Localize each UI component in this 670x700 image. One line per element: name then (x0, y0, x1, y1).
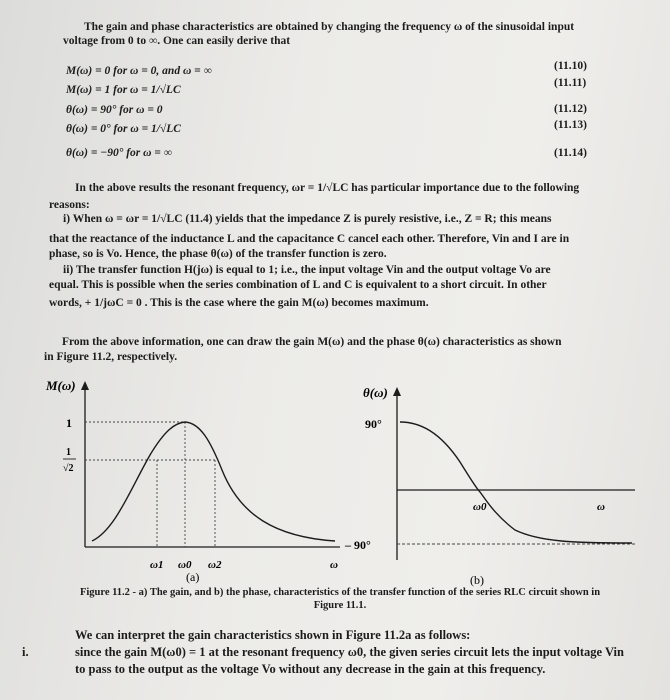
reason-1-line-1: i) When ω = ωr = 1/√LC (11.4) yields that the impedance Z is purely resistive, i.e., Z = R; this means (63, 213, 552, 225)
gain-axis-label: M(ω) (46, 378, 76, 393)
interpret-item-line-1: since the gain M(ω0) = 1 at the resonant frequency ω0, the given series circuit lets the input voltage Vin (75, 645, 624, 659)
gain-curve (92, 422, 335, 541)
gain-omega0-label: ω0 (178, 559, 192, 571)
subfigure-b-label: (b) (470, 573, 484, 587)
gain-tick-half-num: 1 (66, 447, 71, 458)
phase-tick-90: 90° (365, 417, 382, 431)
intro-line-1: The gain and phase characteristics are obtained by changing the frequency ω of the sinusoidal input (84, 21, 575, 33)
equation-number-11-13: (11.13) (554, 119, 587, 131)
phase-axis-label: θ(ω) (363, 385, 388, 400)
gain-y-arrow (81, 381, 89, 390)
fromabove-line-2: in Figure 11.2, respectively. (44, 351, 178, 363)
phase-tick-m90: – 90° (345, 538, 371, 552)
figure-caption-line-1: Figure 11.2 - a) The gain, and b) the phase, characteristics of the transfer function of the series RLC circuit shown in (79, 587, 601, 598)
equation-11-10: M(ω) = 0 for ω = 0, and ω = ∞ (66, 65, 212, 77)
equation-number-11-14: (11.14) (554, 147, 587, 159)
resonant-line-1: In the above results the resonant frequency, ωr = 1/√LC has particular importance due to the following (75, 182, 580, 194)
gain-plot (45, 378, 340, 584)
phase-y-arrow (393, 387, 401, 396)
reason-2-line-2: equal. This is possible when the series combination of L and C is equivalent to a short circuit. In other (49, 279, 547, 291)
reason-1-line-2: that the reactance of the inductance L and the capacitance C cancel each other. Therefore, Vin and I are in (49, 233, 570, 245)
phase-curve (400, 422, 632, 543)
subfigure-a-label: (a) (186, 570, 200, 584)
reason-2-line-3: words, + 1/jωC = 0 . This is the case where the gain M(ω) becomes maximum. (49, 297, 429, 309)
interpret-item-line-2: to pass to the output as the voltage Vo without any decrease in the gain at this frequency. (75, 662, 546, 676)
reason-2-line-1: ii) The transfer function H(jω) is equal to 1; i.e., the input voltage Vin and the output voltage Vo are (63, 264, 551, 276)
fromabove-line-1: From the above information, one can draw the gain M(ω) and the phase θ(ω) characteristics as shown (62, 336, 562, 348)
interpret-item-marker: i. (22, 645, 29, 659)
equation-number-11-10: (11.10) (554, 60, 587, 72)
equation-number-11-11: (11.11) (554, 77, 587, 89)
gain-tick-1: 1 (66, 416, 72, 430)
gain-omega1-label: ω1 (150, 559, 164, 571)
equation-11-12: θ(ω) = 90° for ω = 0 (66, 104, 163, 116)
gain-tick-half-den: √2 (63, 463, 74, 474)
figure-caption-line-2: Figure 11.1. (313, 600, 367, 611)
intro-line-2: voltage from 0 to ∞. One can easily derive that (63, 35, 291, 47)
phase-x-label: ω (597, 501, 605, 513)
gain-omega2-label: ω2 (208, 559, 222, 571)
phase-plot (344, 385, 635, 587)
equation-number-11-12: (11.12) (554, 103, 587, 115)
equation-11-11: M(ω) = 1 for ω = 1/√LC (66, 84, 181, 96)
equation-11-13: θ(ω) = 0° for ω = 1/√LC (66, 123, 181, 135)
gain-x-label: ω (330, 559, 338, 571)
equation-11-14: θ(ω) = −90° for ω = ∞ (66, 147, 172, 159)
interpret-line-1: We can interpret the gain characteristics shown in Figure 11.2a as follows: (75, 628, 471, 642)
phase-omega0-label: ω0 (473, 501, 487, 513)
reason-1-line-3: phase, so is Vo. Hence, the phase θ(ω) of the transfer function is zero. (49, 248, 387, 260)
resonant-line-2: reasons: (49, 199, 90, 211)
